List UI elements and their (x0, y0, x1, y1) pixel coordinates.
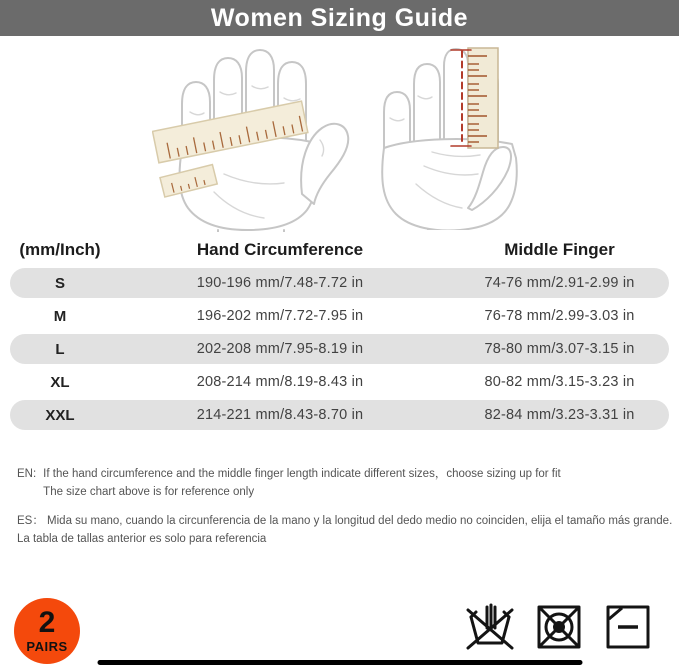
table-row-s (10, 268, 669, 298)
note-en-label: EN: (17, 468, 37, 480)
middle-finger-value: 76-78 mm/2.99-3.03 in (484, 308, 635, 324)
do-not-tumble-dry-icon (534, 600, 584, 654)
hand-circumference-illustration (152, 42, 357, 232)
care-symbols (465, 600, 653, 654)
hand-circumference-value: 190-196 mm/7.48-7.72 in (196, 275, 364, 291)
column-header-unit: (mm/Inch) (19, 240, 101, 259)
table-row-xxl (10, 400, 669, 430)
middle-finger-value: 74-76 mm/2.91-2.99 in (484, 275, 635, 291)
pairs-label: PAIRS (26, 639, 68, 654)
pairs-count-badge (14, 598, 80, 664)
hand-circumference-value: 208-214 mm/8.19-8.43 in (196, 374, 364, 390)
size-table (10, 236, 669, 433)
middle-finger-value: 78-80 mm/3.07-3.15 in (484, 341, 635, 357)
note-es-line2: La tabla de tallas anterior es solo para referencia (17, 532, 267, 545)
column-header-middle-finger: Middle Finger (504, 240, 615, 259)
note-es-label: ES： (17, 515, 44, 527)
table-row-xl (10, 367, 669, 397)
note-es-text: Mida su mano, cuando la circunferencia de la mano y la longitud del dedo medio no coinciden, elija el tamaño más grande. (47, 515, 673, 527)
note-en-body (43, 466, 561, 502)
note-en (17, 466, 561, 502)
hand-circumference-value: 214-221 mm/8.43-8.70 in (196, 407, 364, 423)
size-label: S (54, 274, 65, 292)
note-en-line2: The size chart above is for reference only (43, 485, 255, 498)
title-bar (0, 0, 679, 36)
size-label: L (55, 340, 65, 358)
middle-finger-value: 80-82 mm/3.15-3.23 in (484, 374, 635, 390)
do-not-wash-icon (465, 600, 515, 654)
middle-finger-illustration (372, 44, 530, 230)
dry-flat-in-shade-icon (603, 600, 653, 654)
hand-circumference-value: 196-202 mm/7.72-7.95 in (196, 308, 364, 324)
note-es (17, 513, 672, 549)
size-label: M (53, 307, 67, 325)
home-indicator-bar (97, 660, 582, 665)
pairs-count: 2 (38, 606, 56, 639)
note-en-line1: If the hand circumference and the middle finger length indicate different sizes，choose sizing up for fit (43, 468, 561, 480)
size-label: XXL (45, 406, 75, 424)
middle-finger-value: 82-84 mm/3.23-3.31 in (484, 407, 635, 423)
table-row-m (10, 301, 669, 331)
page-title: Women Sizing Guide (210, 3, 469, 32)
note-es-line1 (17, 513, 672, 531)
hand-circumference-value: 202-208 mm/7.95-8.19 in (196, 341, 364, 357)
size-table-header (10, 236, 669, 264)
size-label: XL (50, 373, 70, 391)
column-header-hand-circumference: Hand Circumference (196, 240, 364, 259)
table-row-l (10, 334, 669, 364)
